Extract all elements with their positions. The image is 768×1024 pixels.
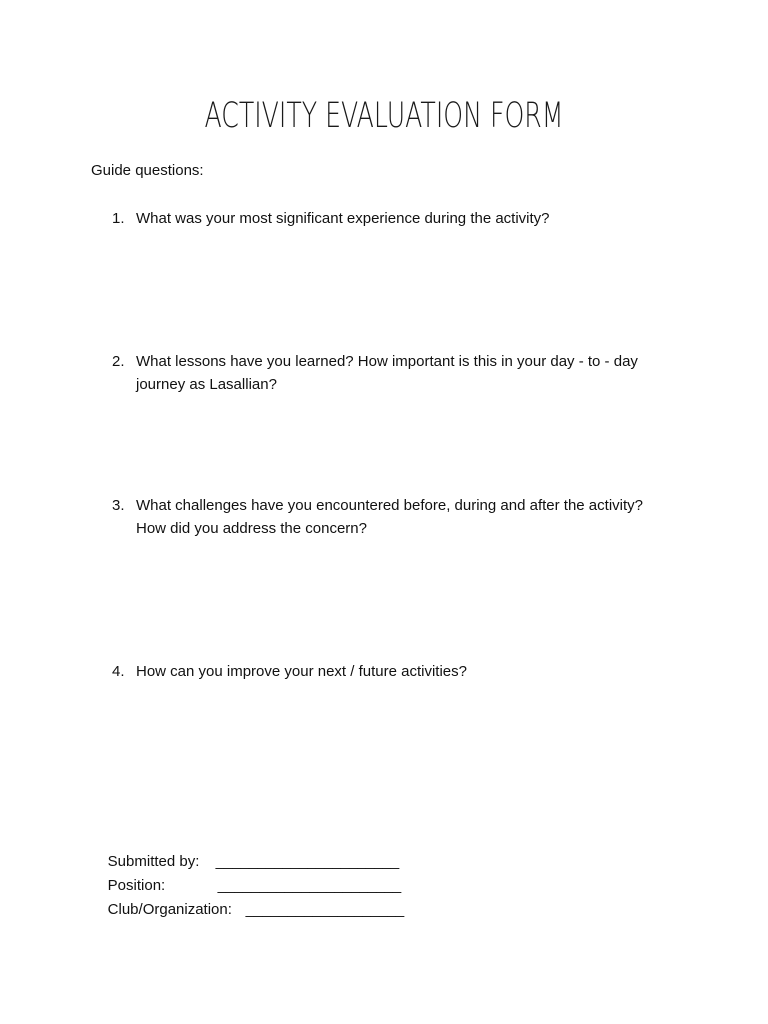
question-number: 2. [112,353,125,370]
club-organization-field [91,874,404,946]
club-organization-label: Club/Organization: [107,901,232,918]
form-title: ACTIVITY EVALUATION FORM [204,96,564,136]
question-1 [112,207,672,230]
submitted-by-label: Submitted by: [107,853,200,870]
question-text: What lessons have you learned? How important is this in your day - to - day journey as Lasallian? [136,353,638,393]
club-organization-blank[interactable]: ___________________ [245,901,405,918]
submitted-by-blank[interactable]: ______________________ [215,853,400,870]
question-text: What challenges have you encountered before, during and after the activity? How did you address the concern? [136,497,643,537]
question-4 [112,660,672,683]
question-text: What was your most significant experience during the activity? [136,210,550,227]
position-label: Position: [107,877,166,894]
position-blank[interactable]: ______________________ [217,877,402,894]
guide-questions-label: Guide questions: [91,162,204,179]
question-2 [112,350,672,396]
question-text: How can you improve your next / future activities? [136,663,467,680]
question-number: 4. [112,663,125,680]
question-number: 1. [112,210,125,227]
question-number: 3. [112,497,125,514]
question-3 [112,494,672,540]
